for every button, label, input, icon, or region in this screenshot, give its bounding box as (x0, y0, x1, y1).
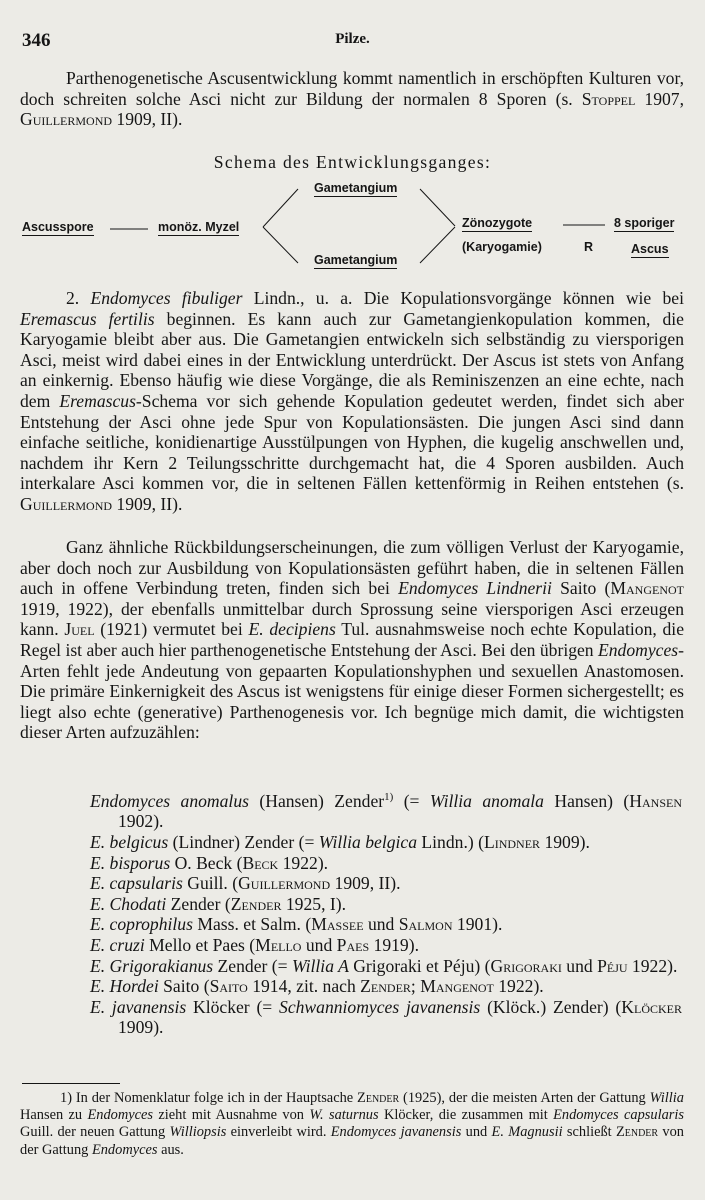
list-item (90, 873, 682, 894)
footnote-text: aus. (157, 1141, 184, 1158)
footnote-text: von der Gattung (20, 1124, 684, 1158)
node-gametangium-bottom: Gametangium (314, 253, 398, 267)
citation-author: Zender (230, 893, 282, 914)
species-text: Zender ( (166, 893, 231, 914)
para2-text-c: Lindn., u. a. Die Kopulationsvorgänge können wie bei (242, 288, 684, 308)
species-text: 1919). (369, 935, 419, 956)
genus-endomyces: Endomyces (598, 639, 679, 660)
node-karyogamie: (Karyogamie) (462, 240, 542, 254)
species-name: Endomyces javanensis (330, 1124, 462, 1141)
footnote-text: Hansen zu (20, 1107, 88, 1124)
citation-author: Guillermond (238, 873, 331, 894)
list-item (90, 956, 682, 977)
para3-text-k: -Arten fehlt jede Andeutung von gepaarten Kopulationshyphen und sexuellen Anastomosen. Die primäre Einkernigkeit des Ascus ist wenigstens für einige dieser Formen sichergestellt; es liegt also echte (generative) Parthenogenesis vor. Ich begnüge mich damit, die wichtigsten dieser Arten aufzuzählen: (20, 639, 684, 743)
node-zonozygote: Zönozygote (462, 216, 533, 230)
list-item (90, 976, 682, 997)
node-8-sporiger: 8 sporiger (614, 216, 675, 230)
node-ascusspore: Ascusspore (22, 220, 94, 234)
schema-title: Schema des Entwicklungsganges: (213, 152, 492, 172)
species-text: (Klöck.) Zender) ( (480, 996, 622, 1017)
species-text: Lindn.) ( (417, 832, 484, 853)
citation-author: Klöcker (621, 996, 682, 1017)
para3-text-c: Saito ( (551, 578, 611, 599)
citation-author: Grigoraki (490, 955, 562, 976)
citation-author: Saito (209, 976, 248, 997)
footnote-text: und (461, 1124, 492, 1141)
list-item (90, 914, 682, 935)
species-name: W. saturnus (309, 1107, 379, 1124)
list-item (90, 853, 682, 874)
species-text: Mello et Paes ( (144, 935, 256, 956)
para1-end: 1909, II). (112, 109, 183, 130)
synonym-name: Willia belgica (318, 832, 418, 853)
species-name: E. Chodati (90, 893, 167, 914)
citation-author: Zender (615, 1124, 659, 1141)
para3-text-e: 1919, 1922), der ebenfalls unmittelbar durch Sprossung seine viersporigen Asci erzeugen kann. (20, 598, 684, 640)
species-text: Zender (= (213, 955, 292, 976)
footnote-text: (1925), der die meisten Arten der Gattung (399, 1090, 650, 1106)
species-text: 1909). (540, 832, 590, 853)
citation-author: Paes (336, 935, 370, 956)
citation-stoppel: Stoppel (581, 88, 636, 109)
node-ascus: Ascus (631, 242, 669, 256)
synonym-name: Willia A (291, 955, 349, 976)
species-name: E. Grigorakianus (90, 955, 214, 976)
species-name: Endomyces capsularis (553, 1107, 684, 1124)
species-text: Hansen) ( (543, 790, 630, 811)
species-text: 1909). (118, 1017, 164, 1038)
species-text: 1901). (452, 914, 503, 935)
species-text: 1922). (627, 955, 678, 976)
species-name: E. cruzi (90, 935, 145, 956)
species-text: (= (393, 790, 430, 811)
para2-number: 2. (66, 288, 91, 308)
species-text: 1909, II). (330, 873, 401, 894)
species-text: Grigoraki et Péju) ( (348, 955, 491, 976)
footnote-text: 1) In der Nomenklatur folge ich in der Hauptsache (60, 1090, 358, 1106)
species-text: Saito ( (158, 976, 210, 997)
footnote-text: einverleibt wird. (226, 1124, 331, 1141)
species-text: 1922). (278, 852, 329, 873)
species-name: E. capsularis (90, 873, 183, 894)
species-endomyces-lindnerii: Endomyces Lindnerii (398, 578, 552, 599)
citation-guillermond: Guillermond (20, 109, 113, 130)
species-endomyces-fibuliger: Endomyces fibuliger (90, 288, 243, 308)
citation-author: Salmon (398, 914, 453, 935)
species-name: E. Magnusii (491, 1124, 563, 1141)
citation-juel: Juel (64, 619, 95, 640)
footnote-text: zieht mit Ausnahme von (153, 1107, 310, 1124)
genus-eremascus: Eremascus (59, 390, 136, 411)
species-text: und (561, 955, 598, 976)
genus-name: Williopsis (169, 1124, 227, 1141)
citation-author: Mello (255, 935, 302, 956)
citation-author: Beck (242, 852, 279, 873)
running-title: Pilze. (335, 31, 370, 47)
list-item (90, 997, 682, 1038)
citation-author: Mangenot (420, 976, 494, 997)
paragraph-3 (20, 537, 684, 743)
para3-text-i: Tul. ausnahmsweise noch echte Kopulation, die Regel ist aber auch hier parthenogenetische Entstehung der Asci. Bei den übrigen (20, 619, 685, 660)
footnote (20, 1090, 684, 1159)
citation-mangenot: Mangenot (610, 578, 684, 599)
list-item (90, 832, 682, 853)
para2-text-i: 1909, II). (112, 493, 183, 514)
citation-guillermond-2: Guillermond (20, 493, 113, 514)
para3-text-a: Ganz ähnliche Rückbildungserscheinungen, die zum völligen Verlust der Karyogamie, aber doch noch zur Ausbildung von Kopulationsästen geführt haben, die in seltenen Fällen auch in offene Verbindung treten, finden sich bei (20, 537, 684, 599)
node-reduction-r: R (584, 240, 594, 254)
species-name: E. coprophilus (90, 914, 193, 935)
species-name: Endomyces anomalus (90, 790, 249, 811)
species-text: (Lindner) Zender (= (168, 832, 319, 853)
species-e-decipiens: E. decipiens (248, 619, 336, 640)
species-text: (Hansen) Zender (248, 790, 385, 811)
footnote-text: Klöcker, die zusammen mit (378, 1107, 554, 1124)
schema-connector-lines (0, 0, 705, 290)
species-name: E. bisporus (90, 852, 171, 873)
species-text: Mass. et Salm. ( (192, 914, 312, 935)
para2-text-e: beginnen. Es kann auch zur Gametangienkopulation kommen, die Karyogamie bleibt aber aus. Die Gametangien entwickeln sich selbständig zu viersporigen Asci, meist wird dabei eines in der Entwicklung unterdrückt. Der Ascus ist stets von Anfang an einkernig. Ebenso häufig wie diese Vorgänge, die als Reminiszenzen an eine echte, nach dem (20, 308, 684, 411)
list-item (90, 935, 682, 956)
para1-mid: 1907, (635, 88, 684, 109)
species-name: E. Hordei (90, 976, 159, 997)
footnote-marker: 1) (384, 791, 394, 803)
species-text: 1925, I). (281, 893, 346, 914)
footnote-text: Guill. der neuen Gattung (20, 1124, 170, 1141)
citation-author: Zender (360, 976, 411, 997)
species-text: 1914, zit. nach (247, 976, 361, 997)
list-item (90, 894, 682, 915)
species-text: und (363, 914, 399, 935)
para3-text-g: (1921) vermutet bei (94, 619, 249, 640)
node-gametangium-top: Gametangium (314, 181, 398, 195)
node-monoz-myzel: monöz. Myzel (158, 220, 240, 234)
species-text: und (301, 935, 337, 956)
species-eremascus-fertilis: Eremascus fertilis (20, 308, 155, 329)
genus-name: Endomyces (87, 1107, 154, 1124)
species-text: Klöcker (= (186, 996, 280, 1017)
citation-author: Zender (357, 1090, 400, 1106)
citation-author: Massee (311, 914, 364, 935)
synonym-name: Schwanniomyces javanensis (279, 996, 481, 1017)
species-name: E. belgicus (90, 832, 169, 853)
genus-name: Endomyces (91, 1141, 158, 1158)
genus-name: Willia (649, 1090, 684, 1106)
page-number: 346 (22, 30, 51, 51)
species-text: 1922). (493, 976, 544, 997)
para1-text: Parthenogenetische Ascusentwicklung kommt namentlich in erschöpften Kulturen vor, doch schreiten solche Asci nicht zur Bildung der normalen 8 Sporen (s. (20, 68, 684, 109)
citation-author: Hansen (629, 790, 682, 811)
species-text: Guill. ( (182, 873, 239, 894)
synonym-name: Willia anomala (429, 790, 544, 811)
species-name: E. javanensis (90, 996, 187, 1017)
citation-author: Lindner (483, 832, 541, 853)
para2-text-g: -Schema vor sich gehende Kopulation gedeutet werden, findet sich aber Entstehung der Asci ohne jede Spur von Kopulationsästen. Die jungen Asci sind dann einfache seitliche, konidienartige Ausstülpungen von Hyphen, die kugelig anschwellen und, nachdem ihr Kern 2 Teilungsschritte durchgemacht hat, die 4 Sporen ausbilden. Auch interkalare Asci kommen vor, die in seltenen Fällen kettenförmig in Reihen entstehen (s. (20, 390, 684, 494)
footnote-text: schließt (562, 1124, 616, 1141)
species-text: O. Beck ( (170, 852, 243, 873)
species-list (90, 787, 682, 1038)
list-item (90, 787, 682, 832)
species-text: ; (410, 976, 421, 997)
paragraph-2 (20, 288, 684, 515)
citation-author: Péju (597, 955, 628, 976)
footnote-divider (22, 1083, 120, 1084)
species-text: 1902). (118, 811, 164, 832)
